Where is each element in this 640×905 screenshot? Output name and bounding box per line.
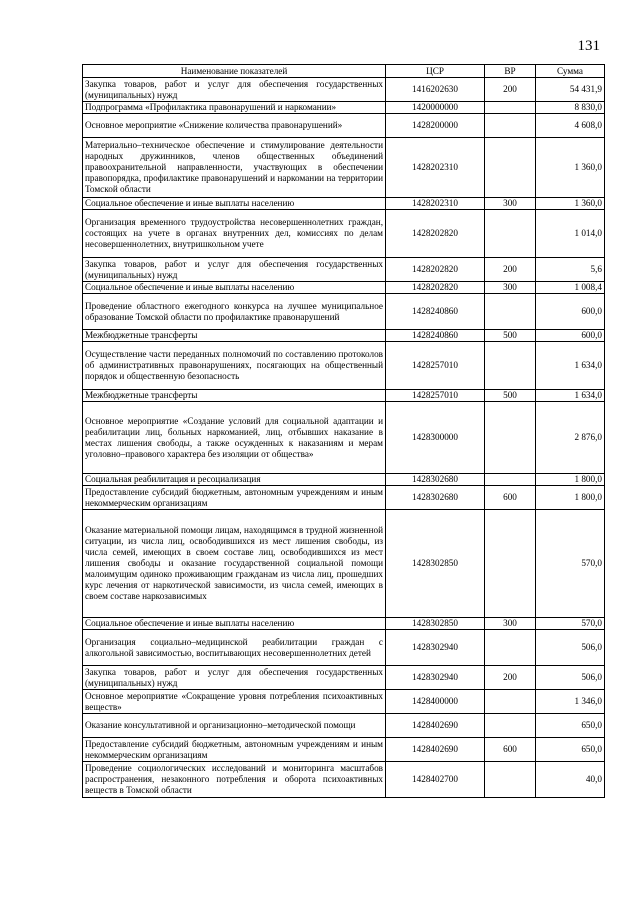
table-row bbox=[83, 258, 605, 282]
page-number: 131 bbox=[577, 38, 600, 54]
row-csr: 1428302850 bbox=[386, 510, 485, 618]
row-csr: 1428402690 bbox=[386, 738, 485, 762]
row-name: Основное мероприятие «Создание условий для социальной адаптации и реабилитации лиц, больных наркоманией, лиц, отбывших наказание в местах лишения свободы, а также осужденных к наказаниям и мерам уголовно–правового характера без изоляции от общества» bbox=[83, 402, 386, 474]
row-csr: 1428202310 bbox=[386, 138, 485, 198]
row-name: Закупка товаров, работ и услуг для обеспечения государственных (муниципальных) нужд bbox=[83, 666, 386, 690]
row-vr bbox=[485, 402, 536, 474]
row-sum: 1 634,0 bbox=[536, 342, 605, 390]
row-csr: 1428240860 bbox=[386, 294, 485, 330]
header-vr: ВР bbox=[485, 65, 536, 78]
row-name: Закупка товаров, работ и услуг для обеспечения государственных (муниципальных) нужд bbox=[83, 78, 386, 102]
row-name: Социальное обеспечение и иные выплаты населению bbox=[83, 198, 386, 210]
row-csr: 1428202820 bbox=[386, 282, 485, 294]
row-csr: 1428240860 bbox=[386, 330, 485, 342]
row-sum: 570,0 bbox=[536, 618, 605, 630]
row-name: Основное мероприятие «Сокращение уровня потребления психоактивных веществ» bbox=[83, 690, 386, 714]
row-vr: 500 bbox=[485, 330, 536, 342]
row-vr: 500 bbox=[485, 390, 536, 402]
table-row bbox=[83, 666, 605, 690]
row-csr: 1428302850 bbox=[386, 618, 485, 630]
table-row bbox=[83, 78, 605, 102]
row-vr bbox=[485, 342, 536, 390]
row-name: Основное мероприятие «Снижение количества правонарушений» bbox=[83, 114, 386, 138]
table-row bbox=[83, 102, 605, 114]
row-csr: 1428302680 bbox=[386, 474, 485, 486]
row-sum: 1 008,4 bbox=[536, 282, 605, 294]
row-csr: 1428202310 bbox=[386, 198, 485, 210]
table-row bbox=[83, 510, 605, 618]
row-name: Оказание консультативной и организационно–методической помощи bbox=[83, 714, 386, 738]
row-name: Предоставление субсидий бюджетным, автономным учреждениям и иным некоммерческим организациям bbox=[83, 486, 386, 510]
row-sum: 2 876,0 bbox=[536, 402, 605, 474]
row-csr: 1428302940 bbox=[386, 630, 485, 666]
row-vr bbox=[485, 690, 536, 714]
row-csr: 1428200000 bbox=[386, 114, 485, 138]
row-sum: 1 800,0 bbox=[536, 486, 605, 510]
table-row bbox=[83, 342, 605, 390]
row-vr bbox=[485, 210, 536, 258]
table-row bbox=[83, 138, 605, 198]
row-csr: 1428400000 bbox=[386, 690, 485, 714]
row-sum: 506,0 bbox=[536, 630, 605, 666]
row-vr: 300 bbox=[485, 282, 536, 294]
row-sum: 1 360,0 bbox=[536, 198, 605, 210]
row-vr bbox=[485, 630, 536, 666]
row-csr: 1428202820 bbox=[386, 210, 485, 258]
row-name: Социальное обеспечение и иные выплаты населению bbox=[83, 282, 386, 294]
table-header-row bbox=[83, 65, 605, 78]
row-vr: 200 bbox=[485, 78, 536, 102]
row-csr: 1428257010 bbox=[386, 342, 485, 390]
table-row bbox=[83, 330, 605, 342]
table-row bbox=[83, 690, 605, 714]
row-vr: 200 bbox=[485, 258, 536, 282]
header-csr: ЦСР bbox=[386, 65, 485, 78]
row-vr bbox=[485, 138, 536, 198]
row-csr: 1428202820 bbox=[386, 258, 485, 282]
row-vr bbox=[485, 714, 536, 738]
row-csr: 1428302940 bbox=[386, 666, 485, 690]
row-sum: 650,0 bbox=[536, 714, 605, 738]
row-name: Предоставление субсидий бюджетным, автономным учреждениям и иным некоммерческим организациям bbox=[83, 738, 386, 762]
row-vr: 200 bbox=[485, 666, 536, 690]
row-sum: 1 634,0 bbox=[536, 390, 605, 402]
header-name: Наименование показателей bbox=[83, 65, 386, 78]
row-vr bbox=[485, 102, 536, 114]
table-row bbox=[83, 738, 605, 762]
table-row bbox=[83, 402, 605, 474]
row-sum: 650,0 bbox=[536, 738, 605, 762]
row-sum: 506,0 bbox=[536, 666, 605, 690]
table-row bbox=[83, 474, 605, 486]
row-vr: 300 bbox=[485, 618, 536, 630]
row-csr: 1416202630 bbox=[386, 78, 485, 102]
row-sum: 1 346,0 bbox=[536, 690, 605, 714]
table-row bbox=[83, 618, 605, 630]
row-sum: 1 014,0 bbox=[536, 210, 605, 258]
row-name: Оказание материальной помощи лицам, находящимся в трудной жизненной ситуации, из числа лиц, освободившихся из мест лишения свободы, из числа семей, имеющих в своем составе лиц, освободившихся из мест лишения свободы и оказание государственной социальной помощи малоимущим одиноко проживающим гражданам из числа лиц, прошедших курс лечения от наркотической зависимости, из числа семей, имеющих в своем составе наркозависимых bbox=[83, 510, 386, 618]
row-name: Закупка товаров, работ и услуг для обеспечения государственных (муниципальных) нужд bbox=[83, 258, 386, 282]
table-row bbox=[83, 210, 605, 258]
row-name: Проведение областного ежегодного конкурса на лучшее муниципальное образование Томской области по профилактике правонарушений bbox=[83, 294, 386, 330]
table-row bbox=[83, 294, 605, 330]
row-name: Организация социально–медицинской реабилитации граждан с алкогольной зависимостью, воспитывающих несовершеннолетних детей bbox=[83, 630, 386, 666]
row-sum: 600,0 bbox=[536, 330, 605, 342]
row-vr bbox=[485, 474, 536, 486]
row-vr: 600 bbox=[485, 486, 536, 510]
row-name: Осуществление части переданных полномочий по составлению протоколов об административных правонарушениях, посягающих на общественный порядок и общественную безопасность bbox=[83, 342, 386, 390]
row-csr: 1428302680 bbox=[386, 486, 485, 510]
table-row bbox=[83, 762, 605, 798]
row-vr bbox=[485, 762, 536, 798]
row-sum: 5,6 bbox=[536, 258, 605, 282]
row-vr bbox=[485, 510, 536, 618]
table-row bbox=[83, 630, 605, 666]
table-row bbox=[83, 114, 605, 138]
row-sum: 570,0 bbox=[536, 510, 605, 618]
row-sum: 4 608,0 bbox=[536, 114, 605, 138]
budget-table bbox=[82, 64, 605, 798]
table-row bbox=[83, 390, 605, 402]
table-row bbox=[83, 486, 605, 510]
row-csr: 1428257010 bbox=[386, 390, 485, 402]
row-sum: 600,0 bbox=[536, 294, 605, 330]
header-sum: Сумма bbox=[536, 65, 605, 78]
row-name: Социальная реабилитация и ресоциализация bbox=[83, 474, 386, 486]
row-vr bbox=[485, 294, 536, 330]
row-name: Организация временного трудоустройства несовершеннолетних граждан, состоящих на учете в органах внутренних дел, комиссиях по делам несовершеннолетних, внутришкольном учете bbox=[83, 210, 386, 258]
row-vr: 300 bbox=[485, 198, 536, 210]
row-sum: 8 830,0 bbox=[536, 102, 605, 114]
row-name: Проведение социологических исследований и мониторинга масштабов распространения, незаконного потребления и оборота психоактивных веществ в Томской области bbox=[83, 762, 386, 798]
table-row bbox=[83, 714, 605, 738]
row-sum: 1 360,0 bbox=[536, 138, 605, 198]
row-csr: 1428402690 bbox=[386, 714, 485, 738]
row-name: Межбюджетные трансферты bbox=[83, 390, 386, 402]
row-name: Материально–техническое обеспечение и стимулирование деятельности народных дружинников, членов общественных объединений правоохранительной направленности, участвующих в обеспечении правопорядка, профилактике правонарушений и наркомании на территории Томской области bbox=[83, 138, 386, 198]
row-name: Подпрограмма «Профилактика правонарушений и наркомании» bbox=[83, 102, 386, 114]
table-row bbox=[83, 198, 605, 210]
row-csr: 1420000000 bbox=[386, 102, 485, 114]
row-sum: 54 431,9 bbox=[536, 78, 605, 102]
row-csr: 1428300000 bbox=[386, 402, 485, 474]
row-sum: 1 800,0 bbox=[536, 474, 605, 486]
row-name: Социальное обеспечение и иные выплаты населению bbox=[83, 618, 386, 630]
table-row bbox=[83, 282, 605, 294]
row-sum: 40,0 bbox=[536, 762, 605, 798]
row-name: Межбюджетные трансферты bbox=[83, 330, 386, 342]
row-csr: 1428402700 bbox=[386, 762, 485, 798]
row-vr: 600 bbox=[485, 738, 536, 762]
row-vr bbox=[485, 114, 536, 138]
